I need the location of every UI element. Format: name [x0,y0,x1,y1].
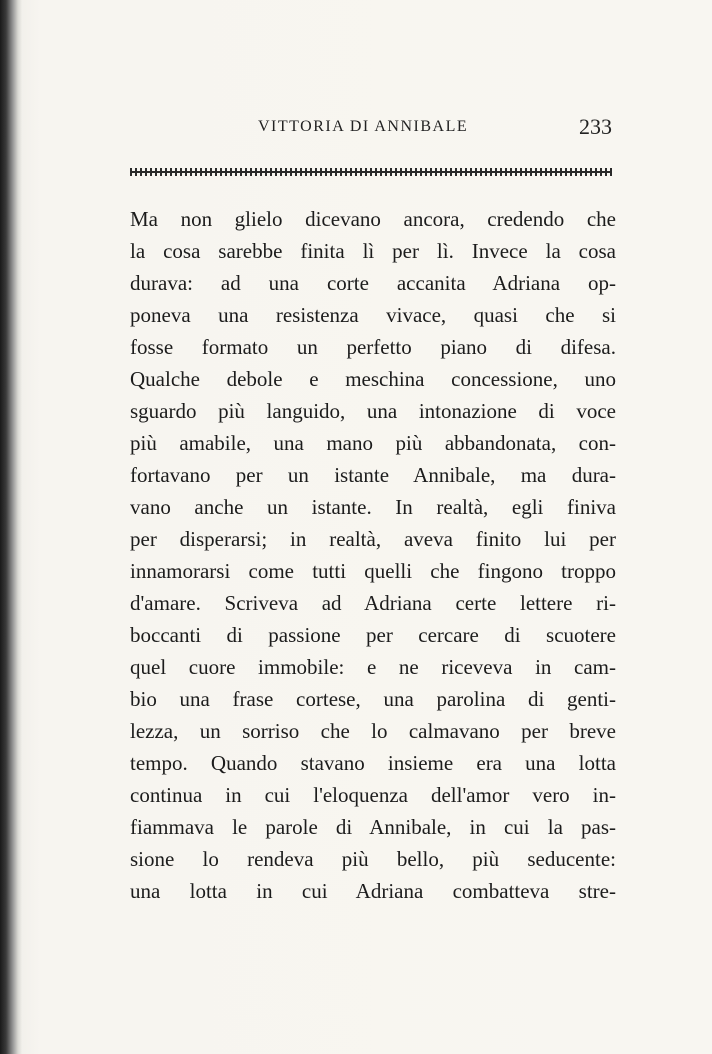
text-line: innamorarsi come tutti quelli che fingono troppo [130,559,616,583]
text-line: Ma non glielo dicevano ancora, credendo che [130,207,616,231]
body-text [130,203,616,907]
text-line: poneva una resistenza vivace, quasi che si [130,303,616,327]
text-line: quel cuore immobile: e ne riceveva in cam- [130,655,616,679]
text-line: continua in cui l'eloquenza dell'amor vero in- [130,783,616,807]
text-line: vano anche un istante. In realtà, egli finiva [130,495,616,519]
page-number: 233 [579,114,612,139]
text-line: tempo. Quando stavano insieme era una lotta [130,751,616,775]
ornamental-rule [130,168,612,176]
text-line: boccanti di passione per cercare di scuotere [130,623,616,647]
text-line: la cosa sarebbe finita lì per lì. Invece la cosa [130,239,616,263]
text-line: fiammava le parole di Annibale, in cui la pas- [130,815,616,839]
text-line: più amabile, una mano più abbandonata, con- [130,431,616,455]
text-line: bio una frase cortese, una parolina di genti- [130,687,616,711]
page-binding-edge [0,0,22,1054]
text-line: sione lo rendeva più bello, più seducente: [130,847,616,871]
text-line: per disperarsi; in realtà, aveva finito lui per [130,527,616,551]
text-line: durava: ad una corte accanita Adriana op- [130,271,616,295]
text-line: Qualche debole e meschina concessione, uno [130,367,616,391]
text-line: sguardo più languido, una intonazione di voce [130,399,616,423]
page-header [128,114,618,148]
text-line: fortavano per un istante Annibale, ma dura- [130,463,616,487]
text-line: una lotta in cui Adriana combatteva stre- [130,879,616,903]
running-title: VITTORIA DI ANNIBALE [258,118,469,135]
text-line: d'amare. Scriveva ad Adriana certe lettere ri- [130,591,616,615]
text-line: lezza, un sorriso che lo calmavano per breve [130,719,616,743]
text-line: fosse formato un perfetto piano di difesa. [130,335,616,359]
